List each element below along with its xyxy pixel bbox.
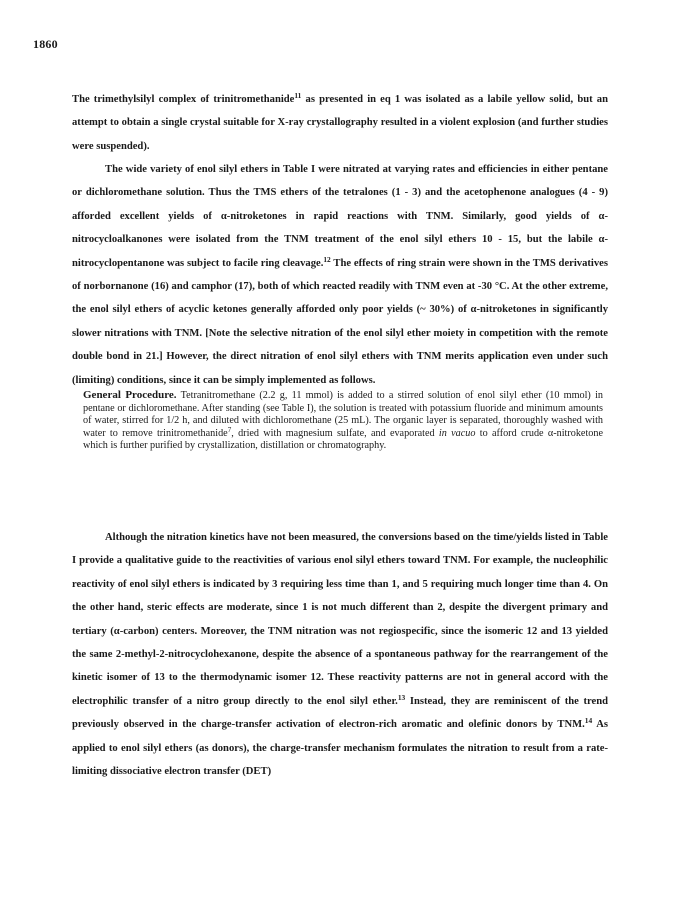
text-run: as presented in eq 1 was isolated as a labile yellow solid, but an attempt to obtain a single crystal suitable for X-ray crystallography resulted in a violent explosion (and further studies were suspended).: [72, 94, 608, 152]
text-run: . These reactivity patterns are not in general accord with the electrophilic transfer of a nitro group directly to the enol silyl ether.: [72, 672, 608, 707]
text-run: . On the other hand, steric effects are moderate, since: [72, 578, 608, 614]
text-run: Instead, they are reminiscent of the trend previously observed in the charge-transfer activation of electron-rich aromatic and olefinic donors by TNM.: [72, 695, 608, 731]
text-run: requiring less time than: [277, 578, 392, 590]
text-run: and: [537, 625, 562, 637]
compound-number: 2: [437, 602, 443, 614]
general-procedure-block: [83, 389, 603, 453]
compound-number: 12: [310, 672, 322, 684]
compound-number: 10 - 15: [481, 234, 519, 246]
text-run: ) afforded excellent yields of α-nitroketones in rapid reactions with TNM. Similarly, good yields of α-nitrocycloalkanones were isolated from the TNM treatment of the enol silyl ethers: [72, 187, 609, 246]
text-run: , but the labile α-nitrocyclopentanone was subject to facile ring cleavage.: [72, 234, 609, 269]
reference-superscript: 13: [397, 692, 406, 702]
text-run: , despite the divergent primary and tertiary (α-carbon) centers. Moreover, the TNM nitration was not regiospecific, since the isomeric: [72, 602, 608, 637]
paragraph-nitration-kinetics: [72, 526, 608, 783]
text-run: ) and camphor (: [165, 281, 239, 293]
compound-number: 1: [391, 578, 397, 590]
text-run: .] However, the direct nitration of enol silyl ethers with TNM merits application even under such (limiting) conditions, since it can be simply implemented as follows.: [72, 351, 608, 386]
text-run: requiring much longer time than: [427, 578, 583, 590]
text-run: The effects of ring strain were shown in the TMS derivatives of norbornanone (: [72, 257, 608, 293]
text-run: Although the nitration kinetics have not been measured, the conversions based on the time/yields listed in Table I provide a qualitative guide to the reactivities of various enol silyl ethers toward TNM. For example, the nucleophilic reactivity of enol silyl ethers is indicated by: [72, 532, 608, 590]
compound-number: 1 - 3: [395, 187, 418, 199]
text-run: As applied to enol silyl ethers (as donors), the charge-transfer mechanism formulates the nitration to result from a rate-limiting dissociative electron transfer (DET): [72, 719, 608, 778]
text-run: The wide variety of enol silyl ethers in Table I were nitrated at varying rates and efficiencies in either pentane or dichloromethane solution. Thus the TMS ethers of the tetralones (: [72, 164, 608, 199]
reference-superscript: 7: [227, 425, 232, 434]
page-number: 1860: [33, 37, 58, 51]
text-run: ) and the acetophenone analogues (: [417, 187, 583, 199]
text-run: yielded the same 2-methyl-2-nitrocyclohexanone, despite the absence of a spontaneous pathway for the rearrangement of the kinetic isomer of: [72, 625, 608, 684]
compound-number: 4: [582, 578, 589, 590]
text-run: to the thermodynamic isomer: [164, 672, 311, 684]
compound-number: 1: [302, 602, 308, 614]
text-run: Tetranitromethane (2.2 g, 11 mmol) is added to a stirred solution of enol silyl ether (10 mmol) in pentane or dichloromethane. After standing (see Table I), the solution is treated with potassium fluoride and minimum amounts of water, stirred for 1/2 h, and diluted with dichloromethane (25 mL). The organic layer is separated, thoroughly washed with water to remove trinitromethanide: [83, 390, 603, 439]
reference-superscript: 12: [323, 254, 331, 264]
text-run: ), both of which reacted readily with TNM even at -30 °C. At the other extreme, the enol silyl ethers of acyclic ketones generally afforded only poor yields (~ 30%) of α-nitroketones in significantly slower nitrations with TNM. [Note the selective nitration of the enol silyl ether moiety in competition with the remote double bond in: [72, 281, 608, 363]
text-run: is not much different than: [307, 602, 438, 614]
reference-superscript: 11: [294, 91, 302, 100]
text-run: , dried with magnesium sulfate, and evaporated: [231, 427, 439, 439]
paragraph-enol-silyl-ethers: [72, 158, 608, 392]
compound-number: 13: [154, 672, 165, 684]
italic-text: in vacuo: [438, 427, 476, 439]
compound-number: 12: [526, 625, 538, 637]
paragraph-trimethylsilyl-complex: [72, 88, 608, 158]
compound-number: 3: [272, 578, 278, 590]
text-run: The trimethylsilyl complex of trinitromethanide: [72, 94, 295, 105]
text-run: , and: [396, 578, 423, 590]
compound-number: 21: [145, 351, 157, 363]
compound-number: 17: [238, 281, 249, 293]
compound-number: 13: [561, 625, 573, 637]
reference-superscript: 14: [584, 716, 593, 726]
compound-number: 5: [422, 578, 428, 590]
procedure-heading: General Procedure.: [83, 389, 177, 401]
text-run: to afford crude α-nitroketone which is further purified by crystallization, distillation or chromatography.: [83, 427, 603, 452]
compound-number: 4 - 9: [582, 187, 605, 199]
compound-number: 16: [154, 281, 166, 293]
